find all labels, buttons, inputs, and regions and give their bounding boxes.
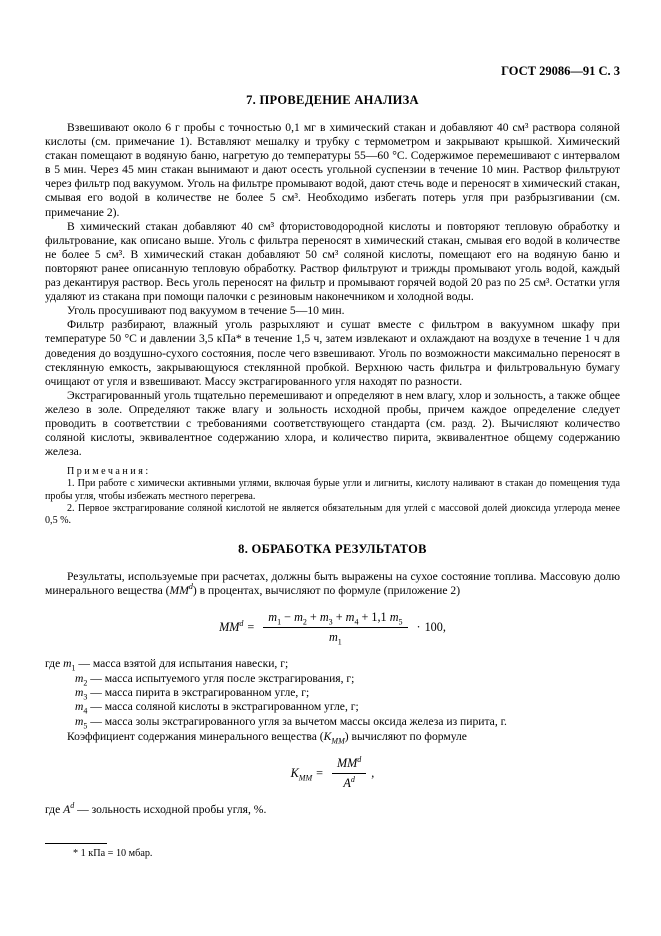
fraction-mm	[263, 610, 407, 645]
var-m2: m	[294, 610, 303, 625]
def-text-m2: — масса испытуемого угля после экстрагирования, г;	[87, 671, 355, 685]
definition-m3	[75, 686, 620, 700]
paragraph-coefficient	[45, 730, 620, 744]
sub-4: 4	[354, 617, 359, 627]
fraction-mm-denominator	[329, 628, 342, 645]
op-plus-1: +	[306, 610, 320, 625]
formula-mineral-matter	[45, 610, 620, 645]
sub-3: 3	[328, 617, 333, 627]
paragraph-hf-treatment: В химический стакан добавляют 40 см³ фтористоводородной кислоты и повторяют тепловую обработку и фильтрование, как описано выше. Уголь с фильтра переносят в химический стакан, смывая его водой в количестве не более 5 см³. В химический стакан добавляют 50 см³ соляной кислоты, помещают его на водяную баню и повторяют ранее описанную тепловую обработку. Раствор фильтруют и трижды промывают уголь водой, каждый раз декантируя раствор. Весь уголь переносят на фильтр и промывают горячей водой 20 раз по 25 см³. Остатки угля удаляют из стакана при помощи палочки с резиновым наконечником и холодной воды.	[45, 219, 620, 304]
notes-heading: Примечания:	[67, 466, 151, 478]
op-plus-coeff: + 1,1	[358, 610, 390, 625]
sub-2: 2	[302, 617, 307, 627]
note-item-2: 2. Первое экстрагирование соляной кислотой не является обязательным для углей с массовой долей диоксида углерода менее 0,5 %.	[45, 502, 620, 527]
sup-d-num: d	[357, 754, 362, 764]
coef-symbol: K	[323, 729, 332, 743]
fraction-k-numerator	[332, 756, 366, 774]
def-text-m4: — масса соляной кислоты в экстрагированном угле, г;	[87, 700, 359, 714]
formula-mm-lhs-sup: d	[239, 619, 244, 629]
paragraph-ash-definition	[45, 803, 620, 817]
fraction-k-denominator	[343, 774, 354, 791]
formula-k-lhs-sub: ММ	[298, 773, 313, 783]
paragraph-filter-disassembly: Фильтр разбирают, влажный уголь разрыхляют и сушат вместе с фильтром в вакуумном шкафу при температуре 50 °С и давлении 3,5 кПа* в течение 1,5 ч, затем извлекают и охлаждают на воздухе в течение 1 ч для доведения до воздушно-сухого состояния, после чего взвешивают. Уголь по возможности максимально переносят в стеклянную емкость, закрывающуюся стеклянной пробкой. Верхнюю часть фильтра и фильтровальную бумагу очищают от угля и взвешивают. Массу экстрагированного угля находят по разности.	[45, 318, 620, 388]
definitions-lead: где	[45, 657, 64, 671]
ash-superscript: d	[70, 801, 75, 811]
var-mm-num: ММ	[336, 756, 358, 771]
sub-5: 5	[398, 617, 403, 627]
intro-text-1: Результаты, используемые при расчетах, должны быть выражены на сухое состояние топлива. Массовую долю минерального вещества (	[45, 570, 620, 598]
fraction-k	[332, 756, 366, 791]
paragraph-vacuum-drying: Уголь просушивают под вакуумом в течение 5—10 мин.	[67, 304, 345, 318]
footnote-rule	[45, 843, 107, 844]
definitions-list	[45, 657, 620, 728]
def-var-m5: m	[75, 714, 84, 728]
def-sub-3: 3	[83, 692, 88, 702]
def-var-m1: m	[63, 657, 72, 671]
formula-coefficient	[45, 756, 620, 791]
multiplication-dot: ·	[416, 620, 421, 635]
section-7-title: 7. ПРОВЕДЕНИЕ АНАЛИЗА	[246, 93, 419, 107]
formula-k-lhs-base: K	[290, 766, 299, 781]
paragraph-weighing: Взвешивают около 6 г пробы с точностью 0,1 мг в химический стакан и добавляют 40 см³ раствора соляной кислоты (см. примечание 1). Вставляют мешалку и трубку с термометром и закрывают крышкой. Химический стакан помещают в водяную баню, нагретую до температуры 55—60 °С. Содержимое перемешивают с интервалом в 5 мин. Через 45 мин стакан вынимают и дают осесть угольной суспензии в течение 10 мин. Раствор фильтруют через фильтр под вакуумом. Уголь на фильтре промывают водой, дают стечь воде и переносят в химический стакан, смывая его водой в количестве не более 5 см³. Необходимо избегать потерь угля при разбрызгивании (см. примечание 2).	[45, 121, 620, 219]
footnote-block	[45, 843, 620, 859]
var-m1: m	[268, 610, 278, 625]
var-m5: m	[389, 610, 399, 625]
formula-k-comma: ,	[371, 766, 375, 781]
paragraph-extracted-coal: Экстрагированный уголь тщательно перемешивают и определяют в нем влагу, хлор и зольность, а также общее железо в золе. Определяют также влагу и зольность исходной пробы, причем каждое определение следует проводить в соответствии с требованиями соответствующего стандарта (см. разд. 2). Вычисляют количество соляной кислоты, эквивалентное содержанию хлора, и количество пирита, эквивалентное общему содержанию железа.	[45, 388, 620, 459]
ash-symbol: A	[63, 803, 71, 817]
op-minus: −	[281, 610, 295, 625]
formula-k-lhs	[291, 766, 312, 781]
definition-m1	[45, 657, 620, 673]
def-var-m3: m	[75, 686, 84, 700]
equals-sign: =	[247, 620, 255, 635]
definition-m2	[75, 672, 620, 686]
sup-d-den: d	[350, 774, 355, 784]
coef-text-2: ) вычисляют по формуле	[344, 729, 467, 743]
sub-1: 1	[277, 617, 282, 627]
def-text-m1: — масса взятой для испытания навески, г;	[75, 657, 289, 671]
page-header: ГОСТ 29086—91 С. 3	[501, 64, 620, 78]
definition-m4	[75, 700, 620, 714]
var-m3: m	[319, 610, 329, 625]
var-m4: m	[345, 610, 355, 625]
var-a-den: A	[343, 776, 351, 791]
def-sub-4: 4	[83, 706, 88, 716]
factor-100: 100,	[424, 620, 446, 635]
def-sub-5: 5	[83, 720, 88, 730]
def-sub-2: 2	[83, 678, 88, 688]
op-plus-2: +	[332, 610, 346, 625]
def-sub-1: 1	[71, 663, 76, 673]
section-8-title: 8. ОБРАБОТКА РЕЗУЛЬТАТОВ	[238, 542, 427, 557]
mineral-matter-superscript: d	[188, 582, 193, 592]
note-item-1: 1. При работе с химически активными углями, включая бурые угли и лигниты, кислоту наливают в стакан до помещения туда пробы угля, чтобы избежать местного перегрева.	[45, 478, 620, 502]
sub-1-den: 1	[337, 637, 342, 647]
footnote-text: * 1 кПа = 10 мбар.	[73, 848, 153, 860]
ad-text: — зольность исходной пробы угля, %.	[74, 803, 267, 817]
notes-block	[45, 466, 620, 527]
def-text-m3: — масса пирита в экстрагированном угле, г;	[87, 686, 310, 700]
fraction-mm-numerator	[263, 610, 407, 628]
coef-subscript: ММ	[331, 736, 345, 746]
equals-sign-k: =	[316, 766, 323, 781]
def-text-m5: — масса золы экстрагированного угля за вычетом массы оксида железа из пирита, г.	[87, 714, 507, 728]
coef-text-1: Коэффициент содержания минерального вещества (	[67, 729, 324, 743]
intro-text-2: ) в процентах, вычисляют по формуле (приложение 2)	[192, 584, 461, 598]
var-m1-den: m	[328, 630, 338, 645]
ad-lead: где	[45, 803, 64, 817]
formula-mm-lhs-base: ММ	[219, 620, 240, 635]
def-var-m4: m	[75, 700, 84, 714]
definition-m5	[75, 715, 620, 729]
formula-mm-lhs	[219, 620, 243, 635]
mineral-matter-symbol: ММ	[169, 584, 189, 598]
def-var-m2: m	[75, 671, 84, 685]
paragraph-results-intro	[45, 570, 620, 598]
